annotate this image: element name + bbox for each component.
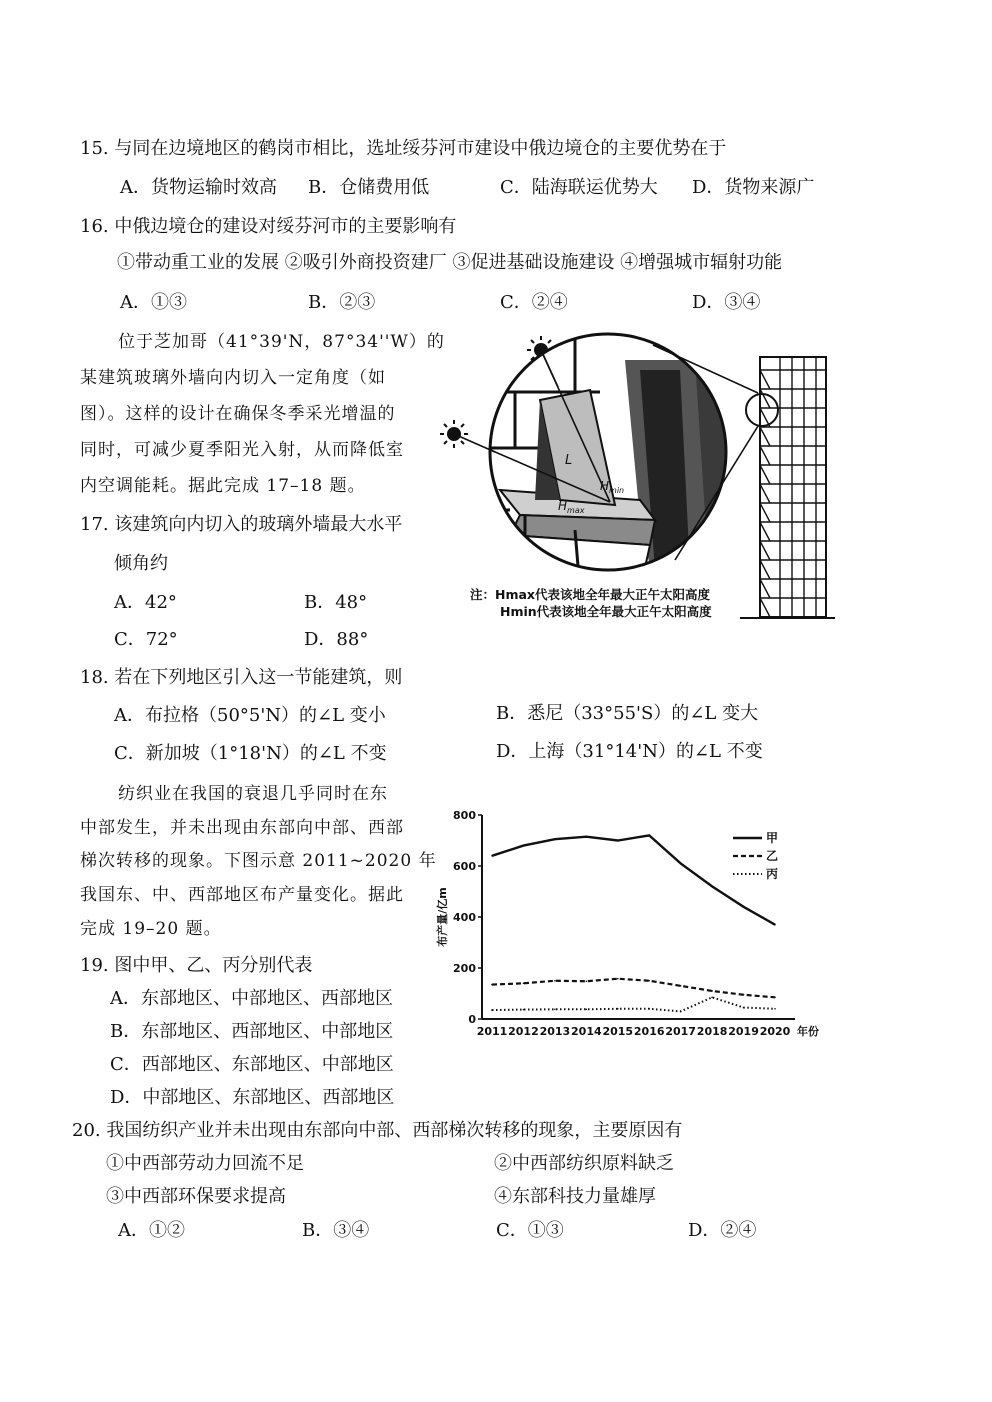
- q17-option-c: C．72°: [114, 629, 178, 650]
- q16-option-a: A．①③: [120, 292, 187, 313]
- y-axis-label: 布产量/亿m: [436, 887, 449, 947]
- q18-option-a: A．布拉格（50°5'N）的∠L 变小: [114, 705, 386, 726]
- x-tick-label: 2012: [508, 1025, 539, 1038]
- passage1-line-1: 位于芝加哥（41°39'N，87°34''W）的: [118, 332, 445, 352]
- q18-option-c: C．新加坡（1°18'N）的∠L 不变: [114, 743, 387, 764]
- data-point-乙: [711, 990, 713, 992]
- passage1-line-2: 某建筑玻璃外墙向内切入一定角度（如: [80, 368, 386, 388]
- x-tick-label: 2015: [602, 1025, 634, 1038]
- data-point-甲: [680, 863, 682, 865]
- passage2-line-1: 纺织业在我国的衰退几乎同时在东: [118, 784, 388, 804]
- x-axis-unit: 年份: [797, 1025, 819, 1038]
- q16-option-c: C．②④: [500, 292, 568, 313]
- figure1-note-2: Hmin代表该地全年最大正午太阳高度: [500, 604, 712, 619]
- x-tick-label: 2019: [728, 1025, 759, 1038]
- y-tick-label: 200: [453, 962, 476, 975]
- passage1-line-5: 内空调能耗。据此完成 17–18 题。: [80, 476, 366, 496]
- q17-stem-1: 17. 该建筑向内切入的玻璃外墙最大水平: [80, 514, 403, 535]
- data-point-甲: [491, 855, 493, 857]
- q20-option-b: B．③④: [302, 1220, 370, 1241]
- y-tick-label: 600: [453, 860, 476, 873]
- x-tick-label: 2013: [539, 1025, 571, 1038]
- data-point-乙: [774, 997, 776, 999]
- data-point-丙: [491, 1009, 493, 1011]
- data-point-乙: [648, 980, 650, 982]
- q17-option-d: D．88°: [304, 629, 369, 650]
- q15-option-c: C．陆海联运优势大: [500, 177, 658, 198]
- data-point-乙: [554, 980, 556, 982]
- q16-stem: 16. 中俄边境仓的建设对绥芬河市的主要影响有: [80, 216, 457, 237]
- hmax-label: $H_{max}$: [558, 499, 585, 515]
- passage2-line-5: 完成 19–20 题。: [80, 919, 222, 939]
- q20-option-a: A．①②: [118, 1220, 185, 1241]
- q16-option-d: D．③④: [692, 292, 761, 313]
- data-point-丙: [648, 1008, 650, 1010]
- q17-option-b: B．48°: [304, 592, 368, 613]
- x-tick-label: 2014: [571, 1025, 602, 1038]
- magnified-view: [454, 330, 740, 590]
- x-tick-label: 2016: [633, 1025, 665, 1038]
- series-line-丙: [492, 997, 775, 1011]
- y-tick-label: 400: [453, 911, 476, 924]
- q19-option-c: C．西部地区、东部地区、中部地区: [110, 1054, 394, 1075]
- q19-option-b: B．东部地区、西部地区、中部地区: [110, 1021, 394, 1042]
- data-point-乙: [743, 994, 745, 996]
- x-tick-label: 2017: [665, 1025, 696, 1038]
- passage1-line-3: 图）。这样的设计在确保冬季采光增温的: [80, 404, 396, 424]
- q15-option-d: D．货物来源广: [692, 177, 815, 198]
- data-point-甲: [743, 906, 745, 908]
- data-point-甲: [774, 924, 776, 926]
- q19-option-a: A．东部地区、中部地区、西部地区: [110, 988, 393, 1009]
- q17-stem-2: 倾角约: [114, 553, 168, 574]
- q15-option-a: A．货物运输时效高: [120, 177, 277, 198]
- q17-option-a: A．42°: [114, 592, 177, 613]
- data-point-甲: [586, 836, 588, 838]
- legend-label-乙: 乙: [766, 849, 779, 863]
- data-point-甲: [617, 840, 619, 842]
- data-point-丙: [523, 1009, 525, 1011]
- q16-items: ①带动重工业的发展 ②吸引外商投资建厂 ③促进基础设施建设 ④增强城市辐射功能: [117, 252, 783, 273]
- passage2-line-3: 梯次转移的现象。下图示意 2011~2020 年: [80, 851, 437, 871]
- q18-option-d: D．上海（31°14'N）的∠L 不变: [496, 741, 763, 762]
- x-tick-label: 2018: [696, 1025, 728, 1038]
- data-point-甲: [523, 845, 525, 847]
- data-point-甲: [554, 838, 556, 840]
- data-point-丙: [743, 1007, 745, 1009]
- q19-stem: 19. 图中甲、乙、丙分别代表: [80, 955, 313, 976]
- data-point-乙: [680, 985, 682, 987]
- x-tick-label: 2020: [759, 1025, 791, 1038]
- data-point-丙: [617, 1008, 619, 1010]
- chart-axes: [435, 809, 819, 1038]
- chart-series: [491, 835, 779, 1013]
- series-line-乙: [492, 979, 775, 998]
- q20-option-c: C．①③: [496, 1220, 564, 1241]
- data-point-丙: [774, 1008, 776, 1010]
- data-point-丙: [586, 1009, 588, 1011]
- q18-option-b: B．悉尼（33°55'S）的∠L 变大: [496, 703, 759, 724]
- q20-item-1: ①中西部劳动力回流不足: [106, 1153, 304, 1174]
- cloth-output-chart: [430, 800, 840, 1050]
- legend-label-丙: 丙: [766, 867, 779, 881]
- tower-building: [740, 357, 835, 618]
- q16-option-b: B．②③: [308, 292, 376, 313]
- q19-option-d: D．中部地区、东部地区、西部地区: [110, 1087, 395, 1108]
- y-tick-label: 800: [453, 809, 476, 822]
- data-point-丙: [711, 997, 713, 999]
- q20-item-3: ③中西部环保要求提高: [106, 1186, 286, 1207]
- legend-label-甲: 甲: [766, 831, 779, 845]
- passage2-line-4: 我国东、中、西部地区布产量变化。据此: [80, 885, 404, 905]
- data-point-甲: [648, 835, 650, 837]
- q15-stem: 15. 与同在边境地区的鹤岗市相比，选址绥芬河市建设中俄边境仓的主要优势在于: [80, 138, 727, 159]
- data-point-乙: [617, 978, 619, 980]
- q20-item-2: ②中西部纺织原料缺乏: [494, 1153, 674, 1174]
- hmin-label: $H_{min}$: [600, 479, 625, 495]
- x-tick-label: 2011: [476, 1025, 508, 1038]
- data-point-丙: [554, 1009, 556, 1011]
- angle-l-label: L: [565, 453, 573, 468]
- y-tick-label: 0: [468, 1013, 476, 1026]
- q20-option-d: D．②④: [688, 1220, 757, 1241]
- data-point-丙: [680, 1011, 682, 1013]
- building-diagram: [440, 330, 840, 625]
- data-point-乙: [586, 980, 588, 982]
- data-point-乙: [523, 983, 525, 985]
- passage1-line-4: 同时，可减少夏季阳光入射，从而降低室: [80, 440, 404, 460]
- figure1-note-1: 注：Hmax代表该地全年最大正午太阳高度: [470, 587, 710, 602]
- passage2-line-2: 中部发生，并未出现由东部向中部、西部: [80, 818, 404, 838]
- q15-option-b: B．仓储费用低: [308, 177, 430, 198]
- data-point-乙: [491, 984, 493, 986]
- q20-stem: 20. 我国纺织产业并未出现由东部向中部、西部梯次转移的现象，主要原因有: [72, 1120, 683, 1141]
- data-point-甲: [711, 886, 713, 888]
- q18-stem: 18. 若在下列地区引入这一节能建筑，则: [80, 667, 403, 688]
- q20-item-4: ④东部科技力量雄厚: [494, 1186, 656, 1207]
- series-line-甲: [492, 835, 775, 924]
- chart-legend: [733, 831, 778, 881]
